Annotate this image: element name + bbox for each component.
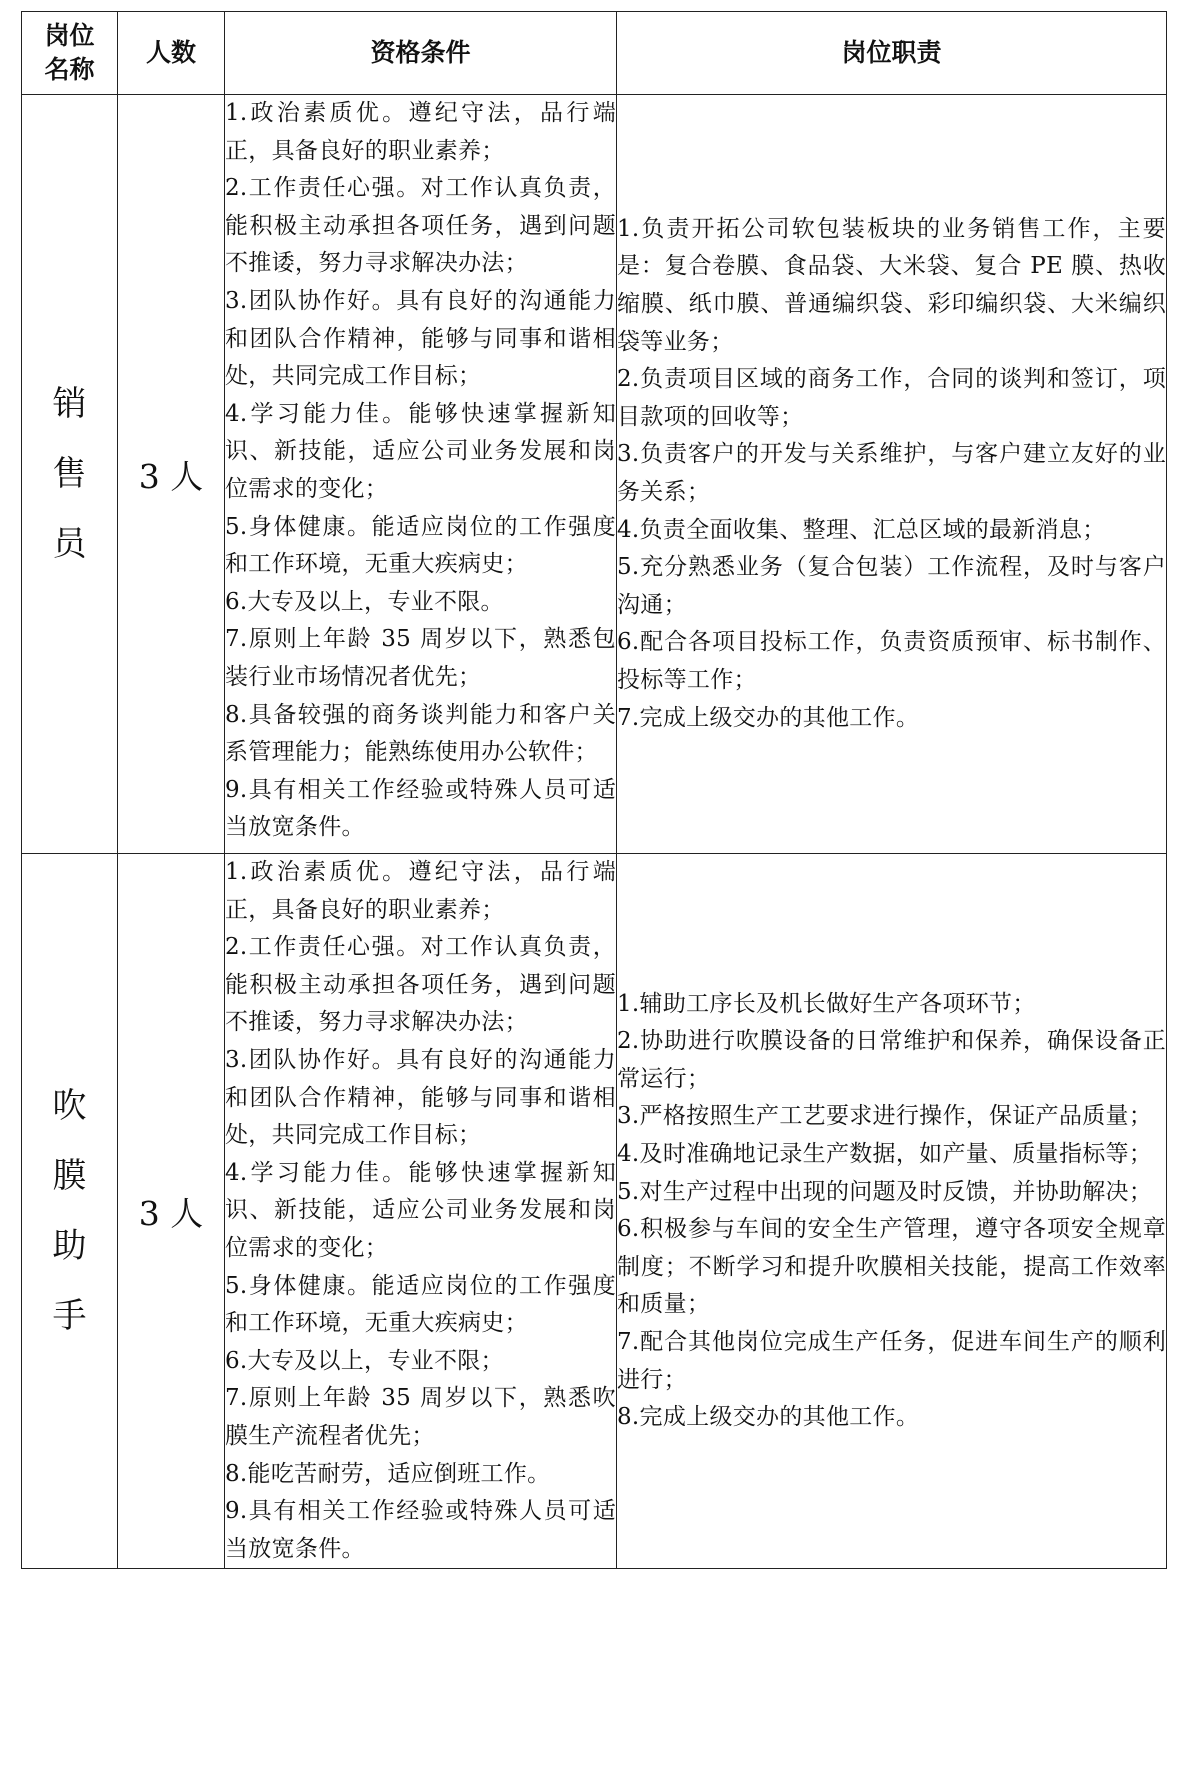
- header-row: [22, 12, 1167, 95]
- list-item: 6.配合各项目投标工作，负责资质预审、标书制作、投标等工作；: [617, 629, 1166, 693]
- table-row: [22, 854, 1167, 1569]
- list-item: 5.身体健康。能适应岗位的工作强度和工作环境，无重大疾病史；: [225, 513, 616, 578]
- list-item: 4.负责全面收集、整理、汇总区域的最新消息；: [617, 516, 1106, 543]
- list-item: 1.政治素质优。遵纪守法，品行端正，具备良好的职业素养；: [225, 859, 616, 923]
- qualifications-cell: [225, 95, 617, 854]
- list-item: 5.对生产过程中出现的问题及时反馈，并协助解决；: [617, 1178, 1153, 1205]
- qualifications-cell: [225, 854, 617, 1569]
- position-name-cell: [22, 854, 118, 1569]
- responsibilities-list: [617, 986, 1166, 1437]
- list-item: 7.原则上年龄 35 周岁以下，熟悉吹膜生产流程者优先；: [225, 1385, 616, 1449]
- document-page: [21, 11, 1166, 1569]
- headcount-cell: 3 人: [118, 95, 225, 854]
- header-qualifications: 资格条件: [225, 12, 617, 95]
- list-item: 1.负责开拓公司软包装板块的业务销售工作，主要是：复合卷膜、食品袋、大米袋、复合 PE 膜、热收缩膜、纸巾膜、普通编织袋、彩印编织袋、大米编织袋等业务；: [617, 215, 1166, 355]
- list-item: 6.积极参与车间的安全生产管理，遵守各项安全规章制度；不断学习和提升吹膜相关技能，提高工作效率和质量；: [617, 1216, 1166, 1318]
- position-name-char: 膜: [52, 1156, 87, 1197]
- table-row: [22, 95, 1167, 854]
- responsibilities-list: [617, 211, 1166, 737]
- list-item: 7.原则上年龄 35 周岁以下，熟悉包装行业市场情况者优先；: [225, 626, 616, 690]
- list-item: 4.学习能力佳。能够快速掌握新知识、新技能，适应公司业务发展和岗位需求的变化；: [225, 1159, 616, 1261]
- list-item: 5.身体健康。能适应岗位的工作强度和工作环境，无重大疾病史；: [225, 1272, 616, 1337]
- list-item: 3.团队协作好。具有良好的沟通能力和团队合作精神，能够与同事和谐相处，共同完成工作目标；: [225, 1046, 616, 1149]
- position-name-char: 助: [52, 1226, 87, 1267]
- header-position-name-line2: 名称: [44, 55, 95, 84]
- header-position-name: [22, 12, 118, 95]
- list-item: 2.工作责任心强。对工作认真负责，能积极主动承担各项任务，遇到问题不推诿，努力寻求解决办法；: [225, 934, 616, 1036]
- position-name-char: 售: [52, 454, 87, 494]
- qualifications-list: [225, 95, 616, 847]
- header-position-name-line1: 岗位: [44, 21, 95, 50]
- list-item: 3.团队协作好。具有良好的沟通能力和团队合作精神，能够与同事和谐相处，共同完成工作目标；: [225, 287, 616, 390]
- position-name-char: 吹: [52, 1086, 87, 1127]
- list-item: 6.大专及以上，专业不限；: [225, 1347, 504, 1374]
- responsibilities-cell: [617, 95, 1167, 854]
- list-item: 2.工作责任心强。对工作认真负责，能积极主动承担各项任务，遇到问题不推诿，努力寻求解决办法；: [225, 175, 616, 277]
- list-item: 8.具备较强的商务谈判能力和客户关系管理能力；能熟练使用办公软件；: [225, 701, 616, 766]
- list-item: 8.完成上级交办的其他工作。: [617, 1404, 920, 1431]
- header-responsibilities: 岗位职责: [617, 12, 1167, 95]
- job-posting-table: [21, 11, 1167, 1569]
- list-item: 9.具有相关工作经验或特殊人员可适当放宽条件。: [225, 1498, 616, 1562]
- position-name-char: 员: [52, 524, 87, 564]
- list-item: 5.充分熟悉业务（复合包装）工作流程，及时与客户沟通；: [617, 554, 1166, 618]
- list-item: 2.协助进行吹膜设备的日常维护和保养，确保设备正常运行；: [617, 1028, 1166, 1092]
- list-item: 1.辅助工序长及机长做好生产各项环节；: [617, 990, 1036, 1017]
- list-item: 6.大专及以上，专业不限。: [225, 588, 504, 615]
- list-item: 3.严格按照生产工艺要求进行操作，保证产品质量；: [617, 1103, 1153, 1130]
- list-item: 3.负责客户的开发与关系维护，与客户建立友好的业务关系；: [617, 441, 1166, 505]
- position-name-cell: [22, 95, 118, 854]
- list-item: 1.政治素质优。遵纪守法，品行端正，具备良好的职业素养；: [225, 100, 616, 164]
- list-item: 4.及时准确地记录生产数据，如产量、质量指标等；: [617, 1140, 1153, 1167]
- list-item: 7.配合其他岗位完成生产任务，促进车间生产的顺利进行；: [617, 1328, 1166, 1393]
- qualifications-list: [225, 854, 616, 1568]
- list-item: 8.能吃苦耐劳，适应倒班工作。: [225, 1460, 551, 1487]
- position-name-char: 销: [52, 384, 87, 424]
- list-item: 2.负责项目区域的商务工作，合同的谈判和签订，项目款项的回收等；: [617, 366, 1166, 430]
- list-item: 7.完成上级交办的其他工作。: [617, 704, 920, 731]
- list-item: 9.具有相关工作经验或特殊人员可适当放宽条件。: [225, 776, 616, 841]
- list-item: 4.学习能力佳。能够快速掌握新知识、新技能，适应公司业务发展和岗位需求的变化；: [225, 400, 616, 502]
- position-name-char: 手: [52, 1296, 87, 1337]
- header-count: 人数: [118, 12, 225, 95]
- headcount-cell: 3 人: [118, 854, 225, 1569]
- responsibilities-cell: [617, 854, 1167, 1569]
